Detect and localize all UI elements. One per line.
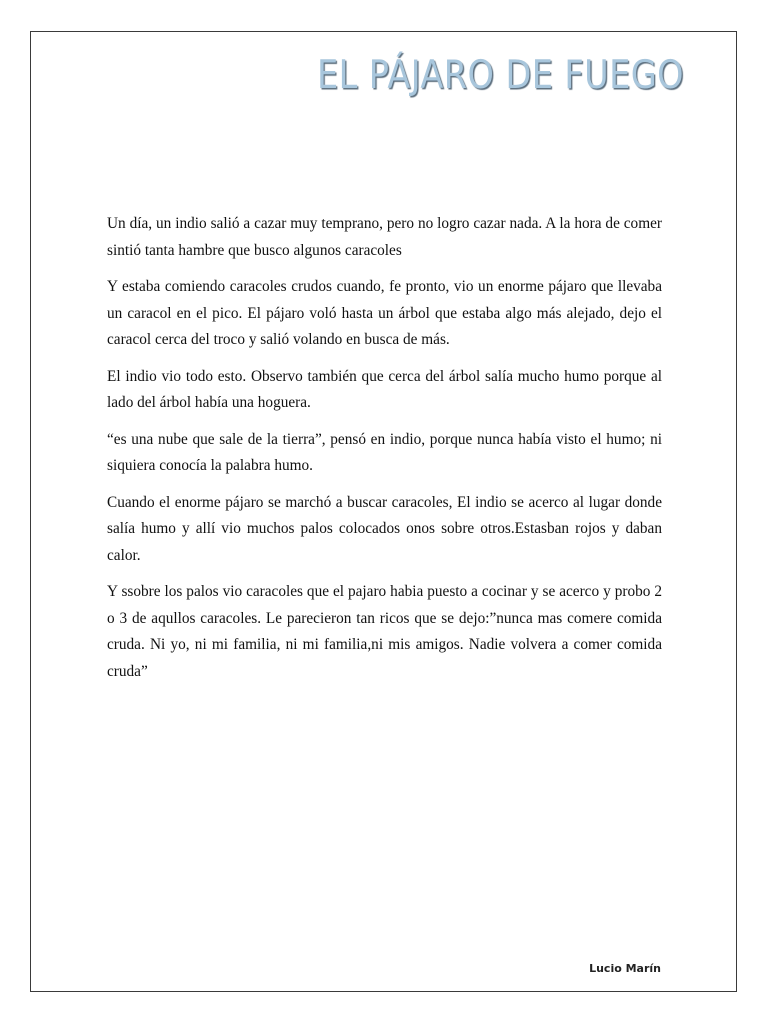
paragraph-3: El indio vio todo esto. Observo también que cerca del árbol salía mucho humo porque al lado del árbol había una hoguera. [107,367,662,411]
paragraph-5: Cuando el enorme pájaro se marchó a buscar caracoles, El indio se acerco al lugar donde salía humo y allí vio muchos palos colocados onos sobre otros.Estasban rojos y daban calor. [107,493,662,564]
paragraph-1: Un día, un indio salió a cazar muy temprano, pero no logro cazar nada. A la hora de comer sintió tanta hambre que busco algunos caracoles [107,215,662,259]
paragraph-4: “es una nube que sale de la tierra”, pensó en indio, porque nunca había visto el humo; ni siquiera conocía la palabra humo. [107,430,662,474]
paragraph-2: Y estaba comiendo caracoles crudos cuando, fe pronto, vio un enorme pájaro que llevaba un caracol en el pico. El pájaro voló hasta un árbol que estaba algo más alejado, dejo el caracol cerca del troco y salió volando en busca de más. [107,278,662,348]
document-body [107,211,662,695]
author-name: Lucio Marín [589,962,661,975]
paragraph-6: Y ssobre los palos vio caracoles que el pajaro habia puesto a cocinar y se acerco y probo 2 o 3 de aqullos caracoles. Le parecieron tan ricos que se dejo:”nunca mas comere comida cruda. Ni yo, ni mi familia, ni mi familia,ni mis amigos. Nadie volvera a comer comida cruda” [107,583,662,680]
document-title: EL PÁJARO DE FUEGO [316,53,684,98]
